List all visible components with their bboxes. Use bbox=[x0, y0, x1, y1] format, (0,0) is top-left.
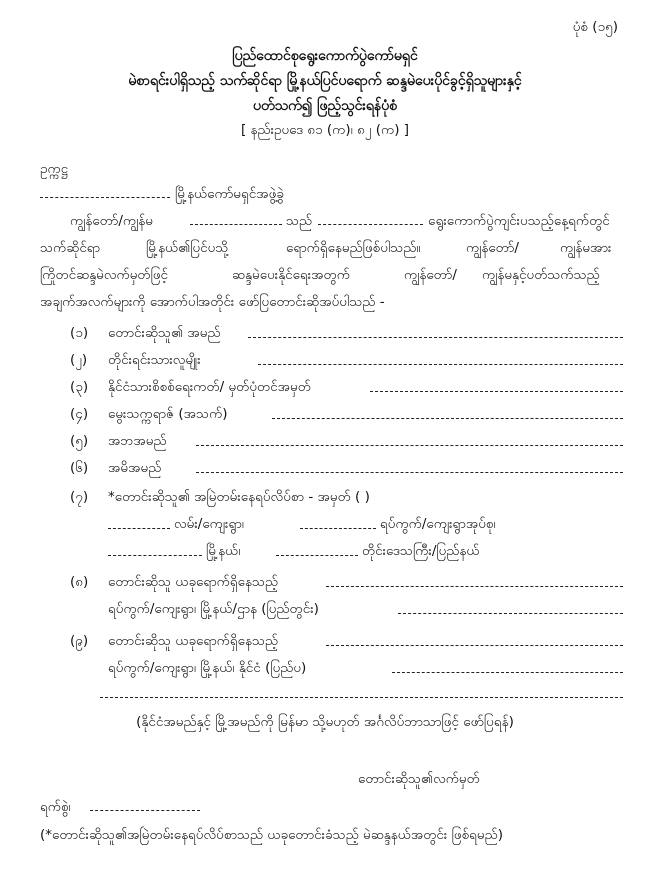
mother-name-blank[interactable] bbox=[196, 472, 623, 473]
intro-election-day: ရွေးကောက်ပွဲကျင်းပသည့်နေ့ရက်တွင် bbox=[428, 213, 610, 229]
item-number: (၄) bbox=[70, 406, 89, 422]
salutation: ဥက္ကဋ္ဌ bbox=[40, 161, 69, 177]
item7-row bbox=[0, 488, 650, 510]
intro-will-be: ရောက်ရှိနေမည်ဖြစ်ပါသည်။ bbox=[286, 240, 421, 256]
region-blank[interactable] bbox=[276, 555, 358, 556]
item-row bbox=[0, 351, 650, 373]
abroad-address-blank[interactable] bbox=[392, 672, 623, 673]
item-row bbox=[0, 459, 650, 481]
recipient-label: မြို့နယ်ကော်မရှင်အဖွဲ့ခွဲ bbox=[175, 186, 284, 202]
applicant-name-blank[interactable] bbox=[248, 337, 623, 338]
intro-advance-ballot: ကြိုတင်ဆန္ဒမဲလက်မှတ်ဖြင့် bbox=[40, 267, 169, 283]
intro-subject: သည် bbox=[286, 213, 313, 229]
name-blank[interactable] bbox=[190, 224, 282, 225]
township-label: မြို့နယ်၊ bbox=[206, 543, 241, 559]
item-label: တောင်းဆိုသူ ယခုရောက်ရှိနေသည့် bbox=[108, 633, 279, 649]
item-row bbox=[0, 405, 650, 427]
abroad-location-blank[interactable] bbox=[326, 645, 623, 646]
abroad-address-label: ရပ်ကွက်/ကျေးရွာ၊ မြို့နယ်၊ နိုင်ငံ (ပြည်ပ) bbox=[108, 660, 307, 676]
intro-relevant: သက်ဆိုင်ရာ bbox=[40, 240, 101, 256]
item9-sub-row bbox=[0, 659, 650, 681]
country-city-note: (နိုင်ငံအမည်နှင့် မြို့အမည်ကို မြန်မာ သို့မဟုတ် အင်္ဂလိပ်ဘာသာဖြင့် ဖော်ပြရန်) bbox=[136, 714, 514, 730]
item-label: မွေးသက္ကရာဇ် (အသက်) bbox=[108, 406, 228, 422]
date-blank[interactable] bbox=[90, 810, 200, 811]
intro-concerning: ကျွန်မနှင့်ပတ်သက်သည့် bbox=[482, 267, 600, 283]
ethnicity-blank[interactable] bbox=[258, 364, 623, 365]
intro-self: ကျွန်တော်/ကျွန်မ bbox=[70, 213, 153, 229]
township-blank[interactable] bbox=[108, 555, 202, 556]
item8-row bbox=[0, 573, 650, 595]
birth-date-blank[interactable] bbox=[272, 418, 623, 419]
item7-sub-row bbox=[0, 515, 650, 537]
item-label: နိုင်ငံသားစိစစ်ရေးကတ်/ မှတ်ပုံတင်အမှတ် bbox=[108, 379, 311, 395]
item7-sub-row bbox=[0, 542, 650, 564]
intro-self-3: ကျွန်တော်/ bbox=[404, 267, 457, 283]
title-line3: ပတ်သက်၍ ဖြည့်သွင်းရန်ပုံစံ bbox=[252, 98, 398, 114]
ward-blank[interactable] bbox=[300, 528, 376, 529]
title-line1: ပြည်ထောင်စုရွေးကောက်ပွဲကော်မရှင် bbox=[232, 48, 418, 64]
election-blank[interactable] bbox=[318, 224, 423, 225]
item-number: (၁) bbox=[70, 325, 89, 341]
date-label: ရက်စွဲ၊ bbox=[40, 799, 71, 815]
item-row bbox=[0, 324, 650, 346]
street-blank[interactable] bbox=[108, 528, 170, 529]
item-number: (၈) bbox=[70, 574, 89, 590]
father-name-blank[interactable] bbox=[196, 445, 623, 446]
item-number: (၅) bbox=[70, 433, 89, 449]
item-number: (၃) bbox=[70, 379, 89, 395]
item-row bbox=[0, 378, 650, 400]
item-label: အဘအမည် bbox=[108, 433, 167, 449]
signature-label: တောင်းဆိုသူ၏လက်မှတ် bbox=[358, 771, 480, 787]
rule-reference: [ နည်းဥပဒေ ၈၁ (က)၊ ၈၂ (က) ] bbox=[240, 122, 410, 138]
intro-self-2: ကျွန်တော်/ bbox=[466, 240, 519, 256]
item-label: တောင်းဆိုသူ ယခုရောက်ရှိနေသည့် bbox=[108, 574, 279, 590]
extra-address-blank[interactable] bbox=[100, 697, 623, 698]
item-number: (၆) bbox=[70, 460, 89, 476]
region-label: တိုင်းဒေသကြီး/ပြည်နယ် bbox=[362, 543, 480, 559]
street-label: လမ်း/ကျေးရွာ၊ bbox=[174, 516, 244, 532]
title-line2: မဲစာရင်းပါရှိသည့် သက်ဆိုင်ရာ မြို့နယ်ပြင်ပရောက် ဆန္ဒမဲပေးပိုင်ခွင့်ရှိသူများနှင့် bbox=[128, 73, 522, 89]
domestic-address-label: ရပ်ကွက်/ကျေးရွာ၊ မြို့နယ်/ဌာန (ပြည်တွင်း) bbox=[108, 601, 319, 617]
id-card-blank[interactable] bbox=[370, 391, 623, 392]
intro-request: အချက်အလက်များကို အောက်ပါအတိုင်း ဖော်ပြတောင်းဆိုအပ်ပါသည် - bbox=[40, 294, 385, 310]
item9-row bbox=[0, 632, 650, 654]
domestic-address-blank[interactable] bbox=[398, 613, 623, 614]
item-number: (၇) bbox=[70, 489, 89, 505]
item-number: (၂) bbox=[70, 352, 88, 368]
recipient-blank[interactable] bbox=[40, 197, 170, 198]
form-number: ပုံစံ (၁၅) bbox=[572, 19, 618, 35]
item-number: (၉) bbox=[70, 633, 89, 649]
item-label: အမိအမည် bbox=[108, 460, 162, 476]
item-row bbox=[0, 432, 650, 454]
intro-to-me: ကျွန်မအား bbox=[560, 240, 612, 256]
item8-sub-row bbox=[0, 600, 650, 622]
intro-for-voting: ဆန္ဒမဲပေးနိုင်ရေးအတွက် bbox=[232, 267, 350, 283]
intro-township-outside: မြို့နယ်၏ပြင်ပသို့ bbox=[146, 240, 229, 256]
footnote: (*တောင်းဆိုသူ၏အမြဲတမ်းနေရပ်လိပ်စာသည် ယခုတောင်းခံသည့် မဲဆန္ဒနယ်အတွင်း ဖြစ်ရမည်) bbox=[40, 827, 503, 843]
item-label: တောင်းဆိုသူ၏ အမည် bbox=[108, 325, 221, 341]
item-label: *တောင်းဆိုသူ၏ အမြဲတမ်းနေရပ်လိပ်စာ - အမှတ် ( ) bbox=[108, 489, 370, 505]
ward-label: ရပ်ကွက်/ကျေးရွာအုပ်စု၊ bbox=[380, 516, 496, 532]
item-label: တိုင်းရင်းသားလူမျိုး bbox=[108, 352, 201, 368]
current-location-blank[interactable] bbox=[326, 586, 623, 587]
